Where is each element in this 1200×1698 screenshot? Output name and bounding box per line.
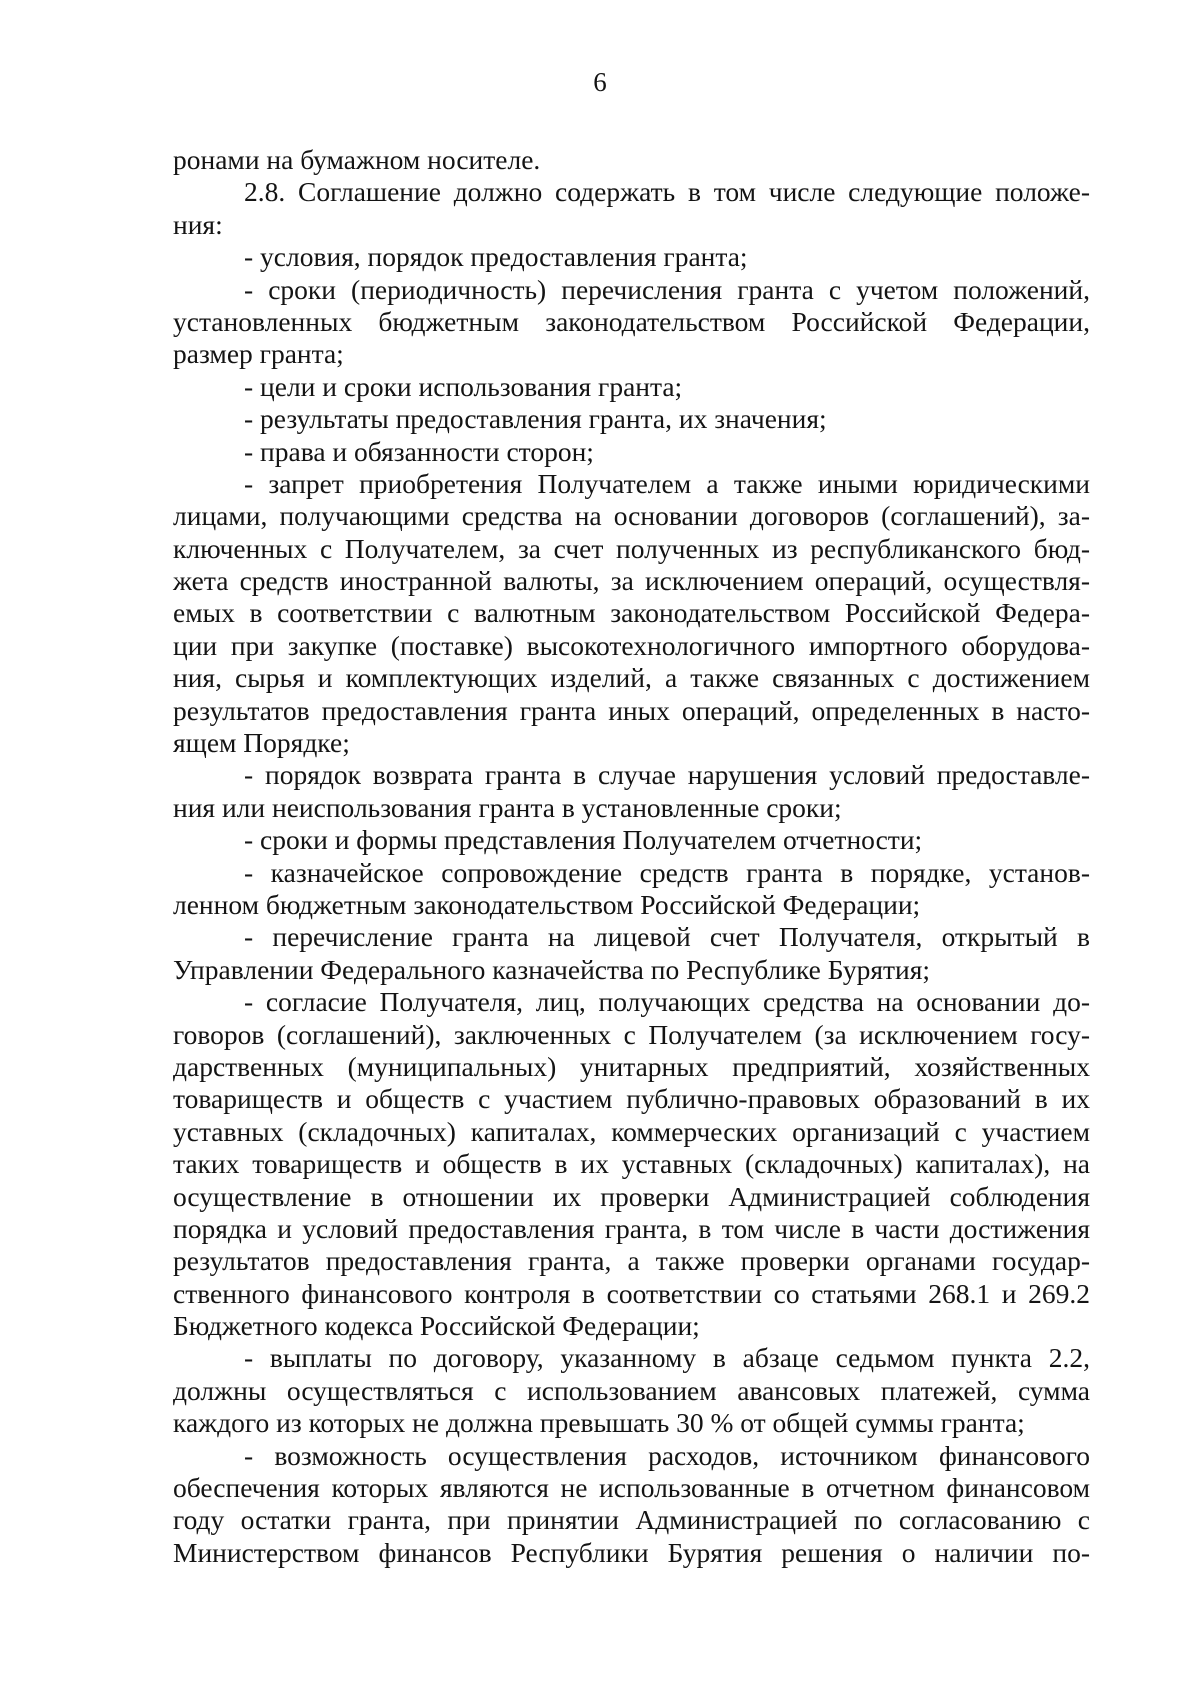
- document-body: [173, 144, 1090, 1569]
- text-line: году остатки гранта, при принятии Администрацией по согласованию с: [173, 1504, 1090, 1536]
- text-line: - перечисление гранта на лицевой счет Получателя, открытый в: [244, 921, 1090, 953]
- text-line: установленных бюджетным законодательством Российской Федерации,: [173, 305, 1090, 337]
- text-line: - казначейское сопровождение средств гранта в порядке, установ-: [244, 856, 1090, 888]
- text-line: каждого из которых не должна превышать 30 % от общей суммы гранта;: [173, 1407, 1025, 1439]
- text-line: дарственных (муниципальных) унитарных предприятий, хозяйственных: [173, 1050, 1090, 1082]
- text-line: Министерством финансов Республики Бурятия решения о наличии по-: [173, 1536, 1090, 1568]
- text-line: - результаты предоставления гранта, их значения;: [244, 403, 827, 435]
- text-line: - сроки (периодичность) перечисления гранта с учетом положений,: [244, 273, 1090, 305]
- text-line: ленном бюджетным законодательством Российской Федерации;: [173, 888, 921, 920]
- text-line: емых в соответствии с валютным законодательством Российской Федера-: [173, 597, 1090, 629]
- text-line: размер гранта;: [173, 338, 344, 370]
- text-line: лицами, получающими средства на основании договоров (соглашений), за-: [173, 500, 1090, 532]
- text-line: - запрет приобретения Получателем а также иными юридическими: [244, 467, 1090, 499]
- text-line: - условия, порядок предоставления гранта;: [244, 241, 748, 273]
- text-line: - согласие Получателя, лиц, получающих средства на основании до-: [244, 986, 1090, 1018]
- text-line: - сроки и формы представления Получателем отчетности;: [244, 824, 923, 856]
- text-line: ящем Порядке;: [173, 727, 350, 759]
- text-line: таких товариществ и обществ в их уставных (складочных) капиталах), на: [173, 1148, 1090, 1180]
- text-line: 2.8. Соглашение должно содержать в том числе следующие положе-: [244, 176, 1090, 208]
- text-line: ния или неиспользования гранта в установленные сроки;: [173, 791, 842, 823]
- text-line: - порядок возврата гранта в случае нарушения условий предоставле-: [244, 759, 1090, 791]
- text-line: ции при закупке (поставке) высокотехнологичного импортного оборудова-: [173, 629, 1090, 661]
- text-line: ронами на бумажном носителе.: [173, 144, 541, 175]
- text-line: осуществление в отношении их проверки Администрацией соблюдения: [173, 1180, 1090, 1212]
- text-line: ния, сырья и комплектующих изделий, а также связанных с достижением: [173, 662, 1090, 694]
- text-line: Бюджетного кодекса Российской Федерации;: [173, 1310, 700, 1342]
- text-line: товариществ и обществ с участием публично-правовых образований в их: [173, 1083, 1090, 1115]
- text-line: говоров (соглашений), заключенных с Получателем (за исключением госу-: [173, 1018, 1090, 1050]
- text-line: Управлении Федерального казначейства по Республике Бурятия;: [173, 953, 930, 985]
- page-number: 6: [593, 67, 607, 97]
- text-line: ния:: [173, 208, 223, 240]
- text-line: - цели и сроки использования гранта;: [244, 370, 683, 402]
- text-line: результатов предоставления гранта иных операций, определенных в насто-: [173, 694, 1090, 726]
- text-line: жета средств иностранной валюты, за исключением операций, осуществля-: [173, 565, 1090, 597]
- text-line: порядка и условий предоставления гранта, в том числе в части достижения: [173, 1212, 1090, 1244]
- text-line: ственного финансового контроля в соответствии со статьями 268.1 и 269.2: [173, 1277, 1090, 1309]
- text-line: - возможность осуществления расходов, источником финансового: [244, 1439, 1090, 1471]
- text-line: - права и обязанности сторон;: [244, 435, 594, 467]
- text-line: обеспечения которых являются не использованные в отчетном финансовом: [173, 1472, 1090, 1504]
- text-line: - выплаты по договору, указанному в абзаце седьмом пункта 2.2,: [244, 1342, 1090, 1374]
- text-line: должны осуществляться с использованием авансовых платежей, сумма: [173, 1374, 1090, 1406]
- text-line: уставных (складочных) капиталах, коммерческих организаций с участием: [173, 1115, 1090, 1147]
- text-line: ключенных с Получателем, за счет полученных из республиканского бюд-: [173, 532, 1090, 564]
- text-line: результатов предоставления гранта, а также проверки органами государ-: [173, 1245, 1090, 1277]
